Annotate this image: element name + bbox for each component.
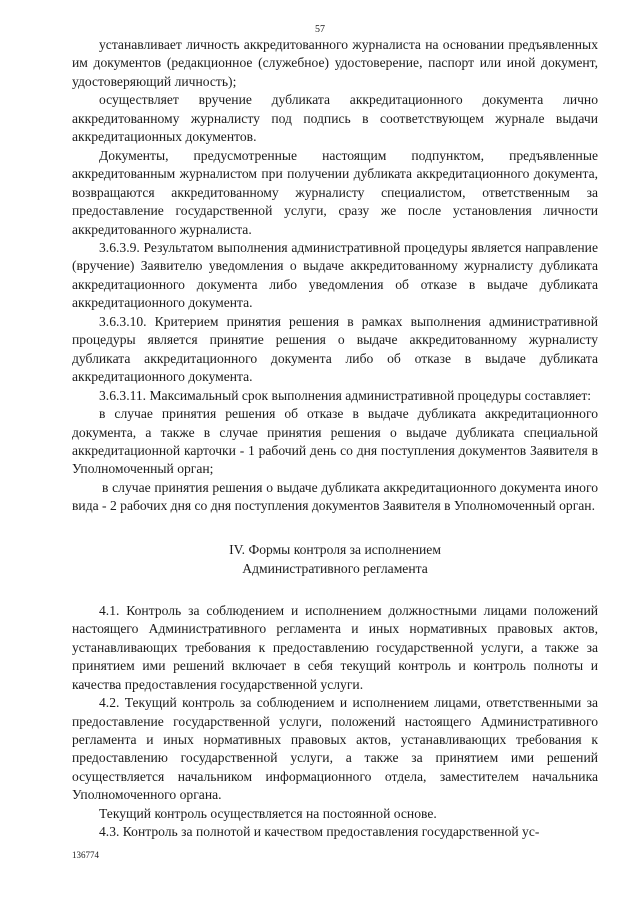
paragraph-3-6-3-9: 3.6.3.9. Результатом выполнения административной процедуры является направление (вручение) Заявителю уведомления о выдаче аккредитованному журналисту дубликата аккредитационного документа либо уведомления об отказе в выдаче дубликата аккредитационного документа. — [72, 239, 598, 311]
paragraph-4-2: 4.2. Текущий контроль за соблюдением и исполнением лицами, ответственными за предоставление государственной услуги, положений настоящего Административного регламента и иных нормативных правовых актов, устанавливающих требования к предоставлению государственной услуги, а также за принятием ими решений осуществляется начальником информационного отдела, заместителем начальника Уполномоченного органа. — [72, 695, 598, 803]
paragraph-two-days-term: в случае принятия решения о выдаче дубликата аккредитационного документа иного вида - 2 рабочих дня со дня поступления документов Заявителя в Уполномоченный орган. — [72, 479, 598, 514]
paragraph-4-3: 4.3. Контроль за полнотой и качеством предоставления государственной ус- — [99, 824, 540, 840]
paragraph-4-1: 4.1. Контроль за соблюдением и исполнением должностными лицами положений настоящего Административного регламента и иных нормативных правовых актов, устанавливающих требования к предоставлению государственной услуги, а также за принятием ими решений включает в себя текущий контроль и контроль полноты и качества предоставления государственной услуги. — [72, 602, 598, 692]
paragraph-3-6-3-10: 3.6.3.10. Критерием принятия решения в рамках выполнения административной процедуры является принятие решения о выдаче аккредитованному журналисту дубликата аккредитационного документа либо об отказе в выдаче дубликата аккредитационного документа. — [72, 313, 598, 385]
paragraph-current-control: Текущий контроль осуществляется на постоянной основе. — [99, 805, 437, 821]
paragraph-duplicate-handover: осуществляет вручение дубликата аккредитационного документа лично аккредитованному журналисту под подпись в соответствующем журнале выдачи аккредитационных документов. — [72, 92, 598, 145]
page-body — [72, 36, 598, 842]
paragraph-3-6-3-11: 3.6.3.11. Максимальный срок выполнения административной процедуры составляет: — [99, 387, 592, 403]
page-number: 57 — [315, 24, 325, 35]
section-heading — [72, 540, 598, 578]
section-heading-line-1: IV. Формы контроля за исполнением — [229, 541, 441, 557]
paragraph-documents-return: Документы, предусмотренные настоящим подпунктом, предъявленные аккредитованным журналистом при получении дубликата аккредитационного документа, возвращаются аккредитованному журналисту специалистом, ответственным за предоставление государственной услуги, сразу же после установления личности аккредитованного журналиста. — [72, 147, 598, 237]
paragraph-identity-check: устанавливает личность аккредитованного журналиста на основании предъявленных им документов (редакционное (служебное) удостоверение, паспорт или иной документ, удостоверяющий личность); — [72, 37, 598, 89]
document-code: 136774 — [72, 850, 99, 860]
section-heading-line-2: Административного регламента — [242, 560, 428, 576]
paragraph-one-day-term: в случае принятия решения об отказе в выдаче дубликата аккредитационного документа, а также в случае принятия решения о выдаче дубликата специальной аккредитационной карточки - 1 рабочий день со дня поступления документов Заявителя в Уполномоченный орган; — [72, 406, 598, 477]
